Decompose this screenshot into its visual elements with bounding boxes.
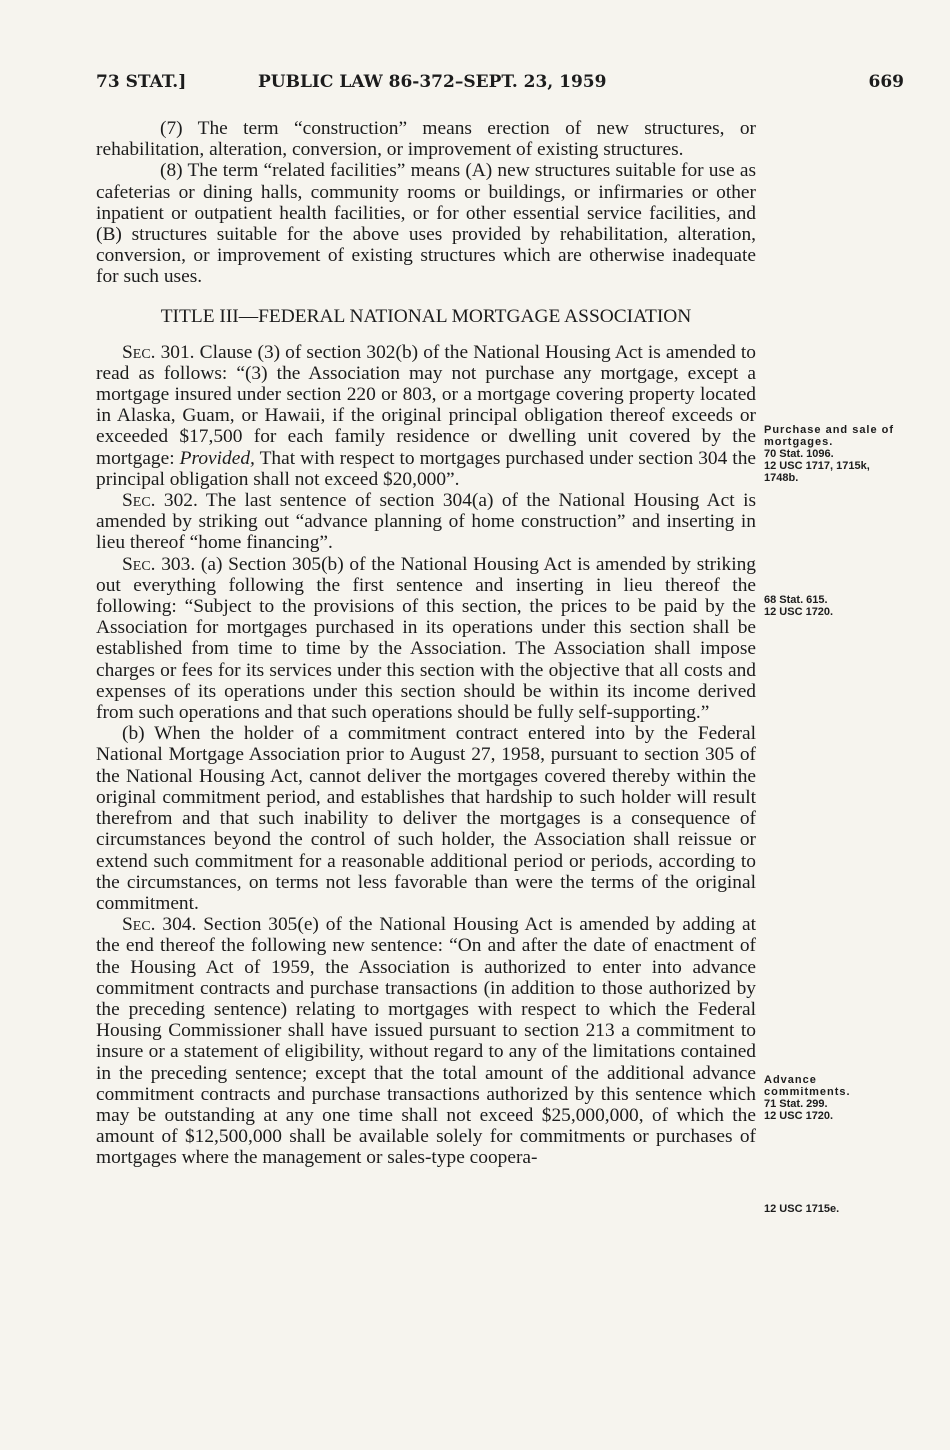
definition-8: (8) The term “related facilities” means (A) new structures suitable for use as cafeterias or dining halls, community rooms or buildings, or infirmaries or other inpatient or outpatient health facilities, or for other essential service facilities, and (B) structures suitable for the above uses provided by rehabilitation, alteration, conversion, or improvement of existing structures which are otherwise inadequate for such uses. [96, 160, 756, 288]
main-text-column [96, 118, 756, 1169]
volume-citation: 73 STAT.] [96, 72, 187, 92]
section-304-label: Sec. 304. [122, 914, 197, 936]
margin-note-citation: 71 Stat. 299. [764, 1098, 828, 1110]
running-head [96, 72, 904, 100]
section-303 [96, 554, 756, 724]
margin-note-citation: 12 USC 1720. [764, 606, 834, 618]
section-301 [96, 342, 756, 490]
page-number: 669 [868, 72, 904, 92]
public-law-title: PUBLIC LAW 86-372–SEPT. 23, 1959 [258, 72, 607, 92]
section-302-text: The last sentence of section 304(a) of the National Housing Act is amended by striking out “advance planning of home construction” and inserting in lieu thereof “home financing”. [96, 490, 756, 554]
margin-note-caption: Purchase and sale of mortgages. [764, 424, 895, 448]
margin-note-citation: 12 USC 1720. [764, 1110, 834, 1122]
margin-note-citation: 12 USC 1717, 1715k, 1748b. [764, 460, 870, 484]
margin-note-caption: Advance commitments. [764, 1074, 851, 1098]
section-301-proviso: Provided, [179, 447, 255, 469]
title-heading: TITLE III—FEDERAL NATIONAL MORTGAGE ASSOCIATION [160, 305, 692, 327]
margin-note-citation: 68 Stat. 615. [764, 594, 828, 606]
section-303-label: Sec. 303. [122, 553, 196, 575]
section-301-text: Clause (3) of section 302(b) of the National Housing Act is amended to read as follows: “(3) the Association may not purchase any mortgage, except a mortgage insured under section 220 or 803, or a mortgage covering property located in Alaska, Guam, or Hawaii, if the original principal obligation thereof exceeds or exceeded $17,500 for each family residence or dwelling unit covered by the mortgage: [96, 341, 757, 469]
section-302-label: Sec. 302. [122, 490, 198, 512]
definition-7: (7) The term “construction” means erection of new structures, or rehabilitation, alteration, conversion, or improvement of existing structures. [96, 118, 756, 161]
section-301-label: Sec. 301. [122, 341, 195, 363]
section-302 [96, 490, 756, 554]
margin-note-advance-commitments [764, 1074, 904, 1122]
section-304-text: Section 305(e) of the National Housing Act is amended by adding at the end thereof the following new sentence: “On and after the date of enactment of the Housing Act of 1959, the Association is authorized to enter into advance commitment contracts and purchase transactions (in addition to those authorized by the preceding sentence) relating to mortgages with respect to which the Federal Housing Commissioner shall have issued pursuant to section 213 a commitment to insure or a statement of eligibility, without regard to any of the limitations contained in the preceding sentence; except that the total amount of the additional advance commitment contracts and purchase transactions authorized by this sentence which may be outstanding at any one time shall not exceed $25,000,000, of which the amount of $12,500,000 shall be available solely for commitments or purchases of mortgages where the management or sales-type coopera- [96, 914, 756, 1169]
margin-note-purchase-sale [764, 424, 904, 484]
margin-note-citation: 70 Stat. 1096. [764, 448, 834, 460]
margin-note-12-usc-1715e [764, 1203, 904, 1215]
margin-note-68-stat [764, 594, 904, 618]
section-304 [96, 914, 756, 1168]
section-301-tail: That with respect to mortgages purchased under section 304 the principal obligation shall not exceed $20,000”. [96, 447, 756, 490]
margin-note-citation: 12 USC 1715e. [764, 1203, 840, 1215]
section-303-text: (a) Section 305(b) of the National Housing Act is amended by striking out everything following the first sentence and inserting in lieu thereof the following: “Subject to the provisions of this section, the prices to be paid by the Association for mortgages purchased in its operations under this section shall be established from time to time by the Association. The Association shall impose charges or fees for its services under this section with the objective that all costs and expenses of its operations under this section should be within its income derived from such operations and that such operations should be fully self-supporting.” [96, 553, 756, 724]
section-303-b: (b) When the holder of a commitment contract entered into by the Federal National Mortgage Association prior to August 27, 1958, pursuant to section 305 of the National Housing Act, cannot deliver the mortgages covered thereby within the original commitment period, and establishes that hardship to such holder will result therefrom and that such inability to deliver the mortgages is a consequence of circumstances beyond the control of such holder, the Association shall reissue or extend such commitment for a reasonable additional period or periods, according to the circumstances, on terms not less favorable than were the terms of the original commitment. [96, 723, 756, 914]
